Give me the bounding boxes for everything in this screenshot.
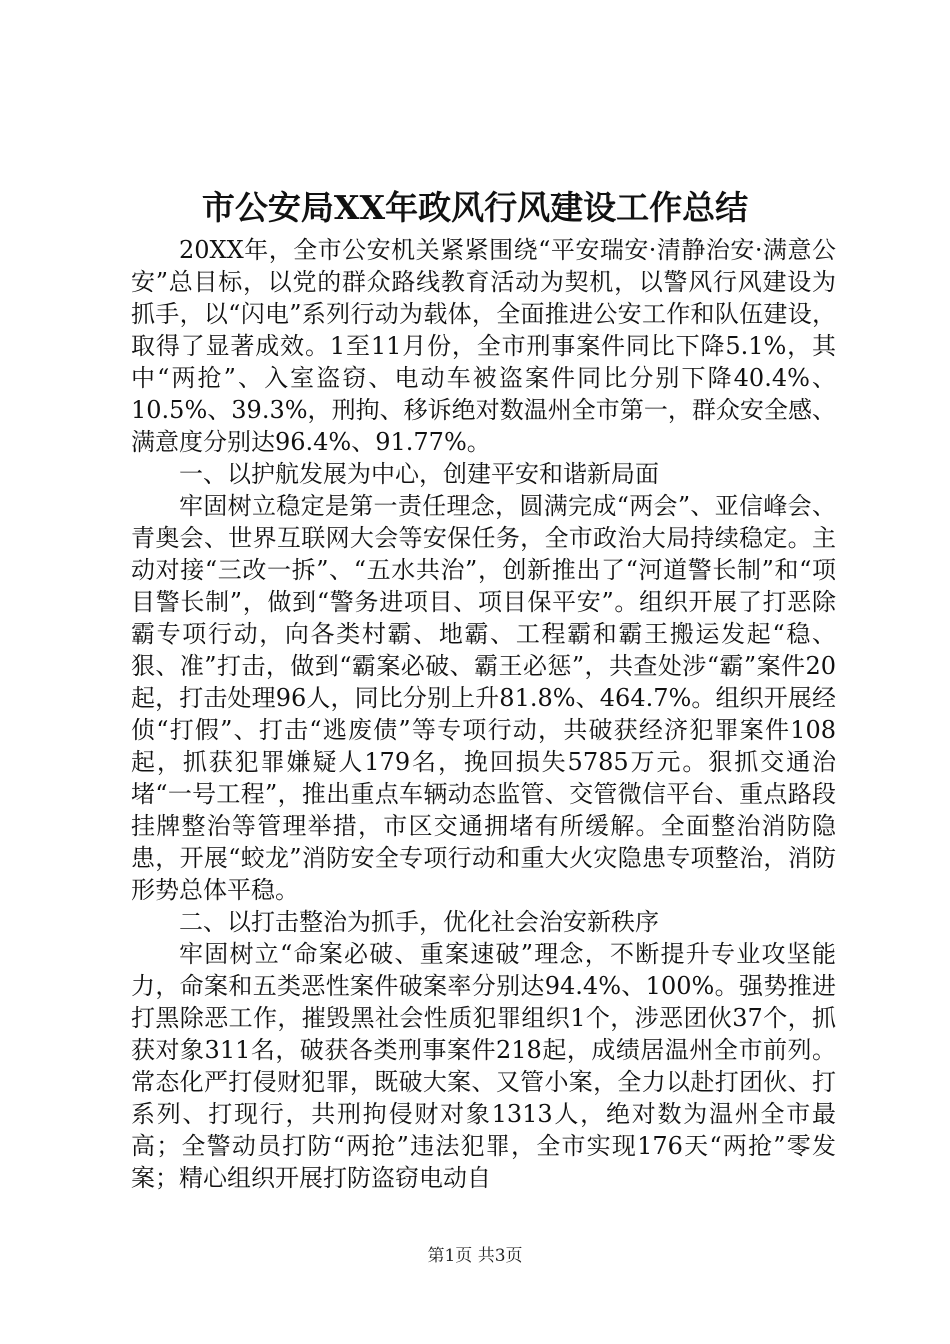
page-footer: 第1页 共3页	[427, 1246, 523, 1266]
document-body	[131, 234, 836, 1194]
paragraph-intro: 20XX年，全市公安机关紧紧围绕“平安瑞安·清静治安·满意公安”总目标，以党的群众路线教育活动为契机，以警风行风建设为抓手，以“闪电”系列行动为载体，全面推进公安工作和队伍建设，取得了显著成效。1至11月份，全市刑事案件同比下降5.1%，其中“两抢”、入室盗窃、电动车被盗案件同比分别下降40.4%、10.5%、39.3%，刑拘、移诉绝对数温州全市第一，群众安全感、满意度分别达96.4%、91.77%。	[131, 236, 836, 456]
section-heading-1: 一、以护航发展为中心，创建平安和谐新局面	[179, 460, 659, 488]
document-title: 市公安局XX年政风行风建设工作总结	[201, 188, 749, 227]
paragraph-section-2: 牢固树立“命案必破、重案速破”理念，不断提升专业攻坚能力，命案和五类恶性案件破案率分别达94.4%、100%。强势推进打黑除恶工作，摧毁黑社会性质犯罪组织1个，涉恶团伙37个，抓获对象311名，破获各类刑事案件218起，成绩居温州全市前列。常态化严打侵财犯罪，既破大案、又管小案，全力以赴打团伙、打系列、打现行，共刑拘侵财对象1313人，绝对数为温州全市最高；全警动员打防“两抢”违法犯罪，全市实现176天“两抢”零发案；精心组织开展打防盗窃电动自	[131, 940, 836, 1192]
paragraph-section-1: 牢固树立稳定是第一责任理念，圆满完成“两会”、亚信峰会、青奥会、世界互联网大会等安保任务，全市政治大局持续稳定。主动对接“三改一拆”、“五水共治”，创新推出了“河道警长制”和“项目警长制”，做到“警务进项目、项目保平安”。组织开展了打恶除霸专项行动，向各类村霸、地霸、工程霸和霸王搬运发起“稳、狠、准”打击，做到“霸案必破、霸王必惩”，共查处涉“霸”案件20起，打击处理96人，同比分别上升81.8%、464.7%。组织开展经侦“打假”、打击“逃废债”等专项行动，共破获经济犯罪案件108起，抓获犯罪嫌疑人179名，挽回损失5785万元。狠抓交通治堵“一号工程”，推出重点车辆动态监管、交管微信平台、重点路段挂牌整治等管理举措，市区交通拥堵有所缓解。全面整治消防隐患，开展“蛟龙”消防安全专项行动和重大火灾隐患专项整治，消防形势总体平稳。	[131, 492, 836, 904]
section-heading-2: 二、以打击整治为抓手，优化社会治安新秩序	[179, 908, 659, 936]
